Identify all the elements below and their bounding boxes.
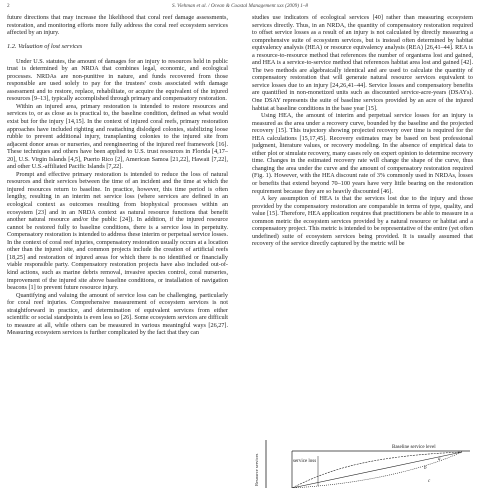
paragraph: A key assumption of HEA is that the services lost due to the injury and those provided by the compensatory restoration are comparable in terms of type, quality, and value [15]. Therefore, HEA application requires that practitioners be able to measure in a common metric the ecosystem services provided by a natural resource or habitat and a compensatory project. This metric is intended to be representative of the entire (yet often undefined) suite of ecosystem services being provided. It is usually assumed that recovery of the service directly captured by the metric will be — [252, 195, 473, 248]
paragraph: Using HEA, the amount of interim and perpetual service losses for an injury is measured as the area under a recovery curve, bounded by the baseline and the projected recovery [15]. This trajectory showing projected recovery over time is required for the HEA calculations [15,17,45]. Recovery estimates may be based on best professional judgment, literature values, or recovery modeling. In the absence of empirical data to either plot or simulate recovery, many cases rely on expert opinion to determine recovery time. Changes in the estimated recovery rate will change the shape of the curve, thus changing the area under the curve and the amount of compensatory restoration required (Fig. 1). However, with the HEA discount rate of 3% commonly used in NRDAs, losses or benefits that extend beyond 70–100 years have very little bearing on the restoration requirement because they are so heavily discounted [46]. — [252, 112, 473, 195]
running-head: S. Viehman et al. / Ocean & Coastal Management xxx (2009) 1–8 — [171, 3, 309, 9]
curve-label-b: b — [424, 466, 427, 471]
paragraph: Within an injured area, primary restoration is intended to restore resources and services to, or as close as is practical to, the baseline condition, defined as what would exist but for the injury [14,15]. In the context of injured coral reefs, primary restoration approaches have included righting and reattaching dislodged colonies, stabilizing loose rubble to prevent additional injury, transplanting colonies to the injured site from adjacent donor areas or nurseries, and reengineering of the injured reef framework [16]. These techniques and others have been applied to U.S. trust resources in Florida [4,17–20], U.S. Virgin Islands [4,5], Puerto Rico [2], American Samoa [21,22], Hawaii [7,22], and other U.S.-affiliated Pacific Islands [7,22]. — [7, 102, 228, 171]
service-loss-label: service loss — [293, 459, 317, 464]
right-column — [252, 14, 473, 434]
paragraph: Under U.S. statutes, the amount of damages for an injury to resources held in public trust is determined by an NRDA that combines legal, economic, and ecological processes. NRDAs are non-punitive in nature, and funds recovered from those responsible are used solely to pay for the trustees' costs associated with damage assessment and to restore, replace, rehabilitate, or acquire the equivalent of the injured resources [9–13], typically accomplished through primary and compensatory restoration. — [7, 57, 228, 103]
paragraph: studies use indicators of ecological services [40] rather than measuring ecosystem services directly. Thus, in an NRDA, the quantity of compensatory restoration required to offset service losses as a result of an injury is not calculated by directly measuring a comprehensive suite of ecosystem services, but is instead often determined by habitat equivalency analysis (HEA) or resource equivalency analysis (REA) [26,41–44]. REA is a resource-to-resource method that references the number of organisms lost and gained, and HEA is a service-to-service method that references habitat area lost and gained [42]. The two methods are algebraically identical and are used to calculate the quantity of compensatory restoration that will generate natural resource services equivalent to service losses due to an injury [24,26,41–44]. Service losses and compensatory benefits are quantified in non-monetized units such as discounted service-acre-years (DSAYs). One DSAY represents the suite of baseline services provided by an acre of the injured habitat at baseline conditions in the base year [15]. — [252, 14, 473, 112]
left-column — [7, 14, 228, 484]
page-number: 2 — [7, 3, 10, 9]
y-axis-label: Resource services — [254, 453, 259, 486]
recovery-curve-diagram — [252, 438, 473, 488]
page-header — [7, 3, 473, 12]
section-heading: 1.2. Valuation of lost services — [7, 42, 83, 50]
curve-label-a: a — [438, 457, 441, 462]
baseline-label: Baseline service level — [392, 445, 436, 450]
paragraph: future directions that may increase the likelihood that coral reef damage assessments, restoration, and monitoring efforts more fully address the coral reef ecosystem services affected by an injury. — [7, 14, 228, 37]
figure-recovery-curve — [252, 438, 473, 488]
curve-label-c: c — [428, 479, 431, 484]
recovery-curve-b — [292, 452, 462, 488]
paragraph: Prompt and effective primary restoration is intended to reduce the loss of natural resources and their services between the time of an incident and the time at which the injured resources return to baseline. In practice, however, this time period is often lengthy, resulting in an interim net service loss (where services are defined in an ecological context as outcomes resulting from biophysical processes within an ecosystem [23] and in an NRDA context as natural resource functions that benefit another natural resource and/or the public [24]). In addition, if the injured resource cannot be restored fully to baseline conditions, there is a service loss in perpetuity. Compensatory restoration is intended to address these interim or perpetual service losses. In the context of coral reef injuries, compensatory restoration usually occurs at a location other than the injured site, and common projects include the creation of artificial reefs [18,25] and restoration of injured areas for which there is no identified or financially viable responsible party. Compensatory restoration projects have also included out-of-kind actions, such as marine debris removal, invasive species control, coral nurseries, improvement of the injured site above baseline conditions, or installation of navigation beacons [1] to prevent future resource injury. — [7, 170, 228, 292]
paragraph: Quantifying and valuing the amount of service loss can be challenging, particularly for coral reef injuries. Comprehensive measurement of ecosystem services is not straightforward in practice, and determination of equivalent services from either scientific or social standpoints is even less so [26]. Some ecosystem services are difficult to measure at all, while others can be measured in various meaningful ways [26,27]. Measuring ecosystem services is further complicated by the fact that they can — [7, 291, 228, 337]
